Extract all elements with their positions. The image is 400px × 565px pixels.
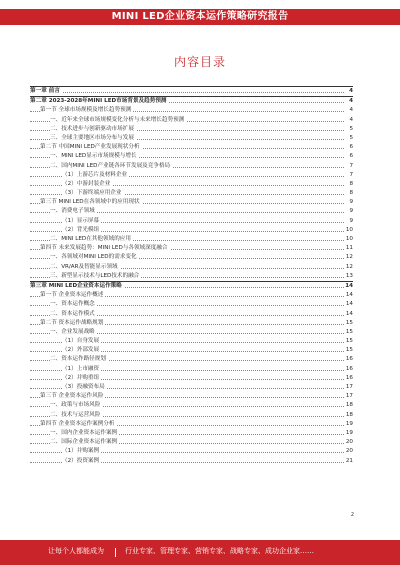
toc-entry-page: 4 [349, 98, 353, 105]
toc-entry-label: 第二节 资本运作战略规划 [40, 319, 104, 326]
toc-entry-label: 第三章 MINI LED企业资本运作策略 [30, 282, 122, 289]
toc-entry[interactable] [30, 217, 353, 226]
toc-entry[interactable] [30, 438, 353, 447]
page-footer [0, 540, 400, 565]
toc-entry-label: 三、新型显示技术与LED技术的融合 [50, 272, 140, 279]
toc-entry[interactable] [30, 226, 353, 235]
toc-entry-page: 9 [349, 199, 353, 206]
toc-entry-label: 第二章 2023-2028年MINI LED市场背景及趋势预测 [30, 98, 167, 105]
toc-entry-page: 14 [345, 292, 353, 299]
toc-entry[interactable] [30, 281, 353, 291]
toc-entry-label: （1）并购案例 [62, 448, 100, 455]
toc-entry[interactable] [30, 447, 353, 456]
toc-entry-label: 一、近年来全球市场规模变化分析与未来增长趋势预测 [50, 116, 185, 123]
toc-entry-page: 19 [345, 420, 353, 427]
toc-entry[interactable] [30, 116, 353, 125]
toc-entry[interactable] [30, 346, 353, 355]
toc-entry-page: 15 [345, 328, 353, 335]
toc-entry[interactable] [30, 383, 353, 392]
toc-entry[interactable] [30, 328, 353, 337]
toc-entry-page: 10 [345, 236, 353, 242]
toc-entry-label: （3）下游终端应用企业 [62, 190, 122, 197]
toc-entry-page: 15 [345, 347, 353, 354]
toc-entry[interactable] [30, 96, 353, 106]
toc-entry[interactable] [30, 272, 353, 281]
toc-entry-label: 二、技术与运营风险 [50, 411, 101, 418]
toc-entry-label: 一、消费电子领域 [50, 208, 95, 215]
toc-entry-label: （1）上市融资 [62, 365, 100, 372]
toc-entry[interactable] [30, 244, 353, 253]
toc-entry-page: 12 [345, 263, 353, 270]
toc-entry[interactable] [30, 310, 353, 319]
toc-entry[interactable] [30, 207, 353, 216]
toc-entry[interactable] [30, 457, 353, 466]
toc-entry[interactable] [30, 235, 353, 244]
toc-entry-page: 8 [349, 190, 353, 197]
toc-entry-label: （2）背光模组 [62, 226, 100, 233]
toc-entry-page: 6 [349, 153, 353, 160]
toc-entry[interactable] [30, 86, 353, 96]
toc-entry-page: 11 [345, 245, 353, 252]
toc-entry[interactable] [30, 162, 353, 171]
toc-entry-page: 19 [345, 429, 353, 436]
toc-entry[interactable] [30, 171, 353, 180]
toc-leader-dots [30, 92, 344, 93]
toc-entry-label: 一、MINI LED显示市场规模与增长 [50, 153, 137, 160]
toc-entry[interactable] [30, 300, 353, 309]
page-number: 2 [350, 512, 354, 518]
toc-entry-page: 7 [349, 171, 353, 178]
toc-entry-label: （1）自身发展 [62, 338, 100, 345]
toc-entry-page: 17 [345, 384, 353, 390]
toc-entry-page: 9 [349, 217, 353, 224]
toc-entry-page: 8 [349, 180, 353, 187]
toc-entry-label: 第一章 前言 [30, 88, 60, 94]
footer-tagline: 行业专家、管理专家、营销专家、战略专家、成功企业家…… [125, 547, 314, 555]
toc-entry-page: 21 [345, 457, 353, 464]
toc-entry-label: 第四节 未来发展趋势：MINI LED与各领域深度融合 [40, 245, 168, 252]
toc-entry-page: 4 [349, 116, 353, 123]
toc-entry-label: 二、国际企业资本运作案例 [50, 439, 118, 446]
toc-entry-label: （1）显示屏幕 [62, 217, 100, 224]
toc-entry-label: 二、VR/AR及智能显示领域 [50, 263, 118, 270]
toc-entry-label: 第一节 全球市场规模及增长趋势预测 [40, 107, 132, 114]
toc-entry-page: 15 [345, 338, 353, 345]
toc-entry-label: 一、资本运作概念 [50, 301, 95, 308]
toc-entry[interactable] [30, 401, 353, 410]
toc-entry-label: 第四节 企业资本运作案例分析 [40, 420, 115, 427]
toc-entry[interactable] [30, 365, 353, 374]
toc-entry[interactable] [30, 134, 353, 143]
toc-entry-label: 二、资本运作路径规划 [50, 356, 106, 363]
footer-slogan: 让每个人都能成为 [48, 547, 104, 555]
report-title: MINI LED企业资本运作策略研究报告 [111, 11, 289, 22]
toc-entry-page: 12 [345, 254, 353, 261]
toc-heading: 内容目录 [173, 55, 226, 69]
toc-entry-page: 16 [345, 374, 353, 381]
toc-entry-page: 20 [345, 448, 353, 455]
toc-entry[interactable] [30, 198, 353, 207]
toc-entry[interactable] [30, 411, 353, 420]
toc-entry[interactable] [30, 263, 353, 272]
toc-entry-page: 13 [345, 272, 353, 279]
toc-entry-label: 第三节 MINI LED在各领域中的应用现状 [40, 199, 140, 206]
footer-divider [115, 548, 116, 557]
toc-entry[interactable] [30, 392, 353, 401]
toc-entry-page: 7 [349, 162, 353, 169]
table-of-contents [30, 86, 353, 466]
toc-entry-page: 15 [345, 319, 353, 326]
toc-entry-label: 一、国内企业资本运作案例 [50, 429, 118, 436]
toc-entry-page: 4 [349, 88, 353, 94]
toc-entry-label: 二、MINI LED在其他领域的应用 [50, 236, 131, 242]
toc-entry[interactable] [30, 125, 353, 134]
toc-entry-label: 二、资本运作模式 [50, 310, 95, 317]
toc-entry-label: （2）投资案例 [62, 457, 100, 464]
toc-entry-page: 16 [345, 365, 353, 372]
toc-entry[interactable] [30, 374, 353, 383]
toc-entry-label: 三、全球主要地区市场分布与发展 [50, 134, 134, 141]
toc-entry-label: （2）中游封装企业 [62, 180, 111, 187]
toc-entry[interactable] [30, 106, 353, 115]
toc-entry-page: 20 [345, 439, 353, 446]
toc-entry-page: 14 [345, 282, 353, 289]
toc-entry[interactable] [30, 420, 353, 429]
toc-entry-page: 9 [349, 208, 353, 215]
toc-entry[interactable] [30, 429, 353, 438]
toc-entry-page: 6 [349, 144, 353, 151]
toc-entry[interactable] [30, 180, 353, 189]
toc-entry-label: 一、企业发展战略 [50, 328, 95, 335]
toc-entry[interactable] [30, 319, 353, 328]
toc-entry-label: 一、政策与市场风险 [50, 402, 101, 409]
toc-entry-label: 二、国内MINI LED产业链各环节发展及竞争格局 [50, 162, 171, 169]
toc-entry-label: （1）上游芯片及材料企业 [62, 171, 128, 178]
toc-entry[interactable] [30, 291, 353, 300]
toc-entry-page: 18 [345, 411, 353, 418]
toc-entry[interactable] [30, 143, 353, 152]
toc-entry[interactable] [30, 152, 353, 161]
toc-entry[interactable] [30, 355, 353, 364]
toc-entry-page: 14 [345, 310, 353, 317]
toc-entry[interactable] [30, 337, 353, 346]
toc-entry-page: 16 [345, 356, 353, 363]
toc-entry-page: 10 [345, 226, 353, 233]
toc-entry-page: 14 [345, 301, 353, 308]
toc-entry-label: （3）投融资布局 [62, 384, 105, 390]
toc-entry-label: 第三节 企业资本运作风险 [40, 393, 104, 400]
toc-entry-page: 17 [345, 393, 353, 400]
toc-entry[interactable] [30, 253, 353, 262]
toc-entry-label: 第一节 企业资本运作概述 [40, 292, 104, 299]
toc-entry-page: 5 [349, 134, 353, 141]
toc-entry-page: 4 [349, 107, 353, 114]
toc-entry-page: 5 [349, 125, 353, 132]
toc-entry-page: 18 [345, 402, 353, 409]
toc-entry-label: （2）外部发展 [62, 347, 100, 354]
toc-entry[interactable] [30, 189, 353, 198]
toc-entry-label: 一、各领域对MINI LED的需求变化 [50, 254, 137, 261]
toc-entry-label: 第二节 中国MINI LED产业发展现状分析 [40, 144, 140, 151]
toc-entry-label: （2）并购重组 [62, 374, 100, 381]
toc-entry-label: 二、技术进步与创新驱动市场扩展 [50, 125, 134, 132]
page-header [0, 0, 400, 30]
